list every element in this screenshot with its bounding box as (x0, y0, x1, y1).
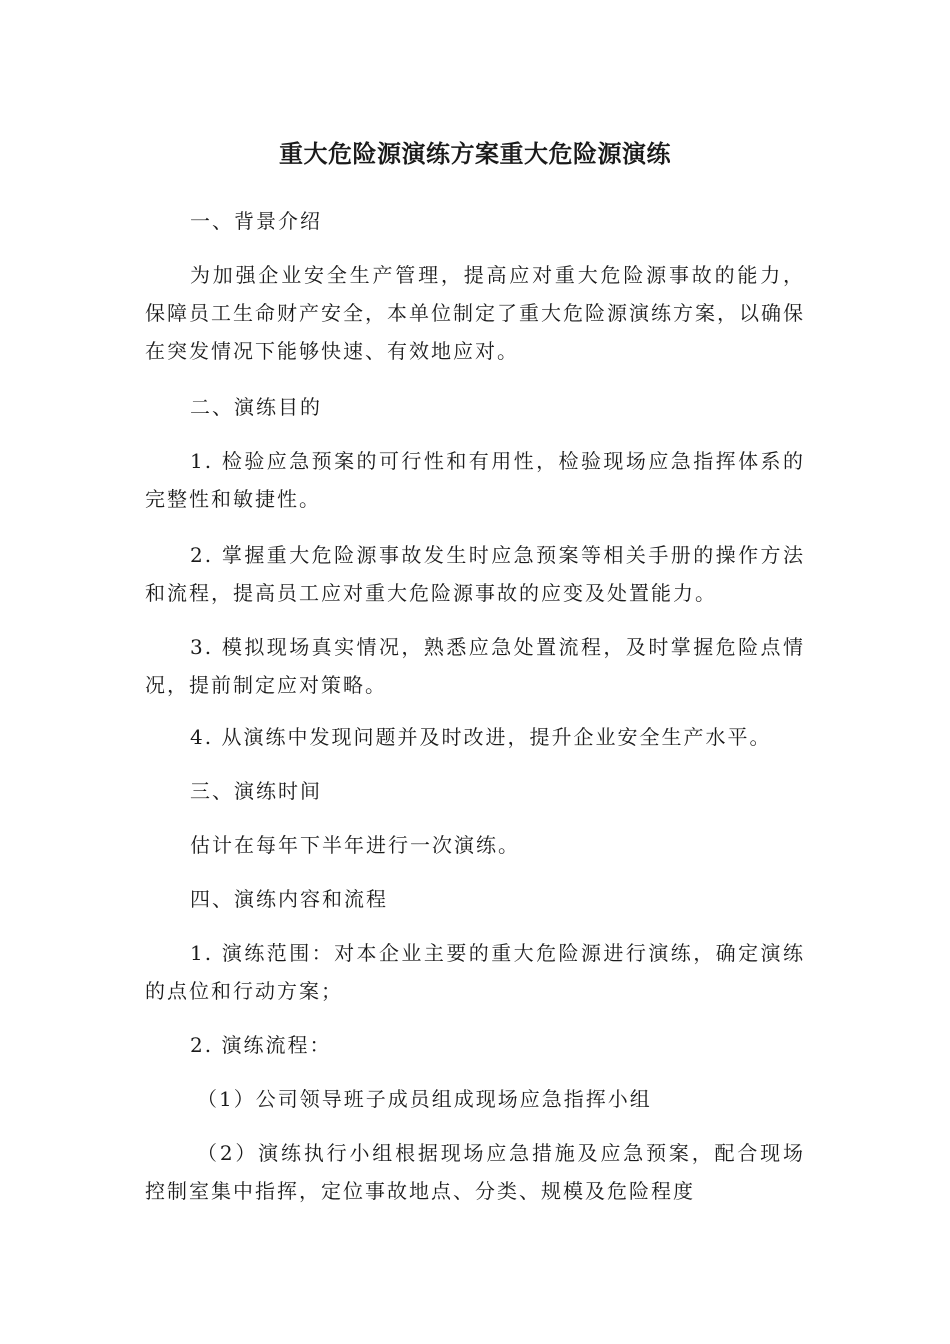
paragraph-background: 为加强企业安全生产管理，提高应对重大危险源事故的能力，保障员工生命财产安全，本单位制定了重大危险源演练方案，以确保在突发情况下能够快速、有效地应对。 (145, 263, 805, 363)
paragraph-time: 估计在每年下半年进行一次演练。 (190, 833, 520, 857)
purpose-item-4: 4. 从演练中发现问题并及时改进，提升企业安全生产水平。 (190, 725, 772, 749)
content-item-2: 2. 演练流程： (190, 1033, 332, 1057)
content-item-1: 1. 演练范围：对本企业主要的重大危险源进行演练，确定演练的点位和行动方案； (145, 941, 805, 1003)
document-title: 重大危险源演练方案重大危险源演练 (279, 140, 671, 168)
purpose-item-1: 1. 检验应急预案的可行性和有用性，检验现场应急指挥体系的完整性和敏捷性。 (145, 449, 805, 511)
purpose-item-3: 3. 模拟现场真实情况，熟悉应急处置流程，及时掌握危险点情况，提前制定应对策略。 (145, 635, 805, 697)
section-heading-purpose: 二、演练目的 (190, 395, 322, 419)
process-step-1: （1）公司领导班子成员组成现场应急指挥小组 (197, 1087, 652, 1111)
purpose-item-2: 2. 掌握重大危险源事故发生时应急预案等相关手册的操作方法和流程，提高员工应对重大危险源事故的应变及处置能力。 (145, 543, 805, 605)
section-heading-time: 三、演练时间 (190, 779, 322, 803)
section-heading-background: 一、背景介绍 (190, 209, 322, 233)
section-heading-content: 四、演练内容和流程 (190, 887, 388, 911)
process-step-2: （2）演练执行小组根据现场应急措施及应急预案，配合现场控制室集中指挥，定位事故地点、分类、规模及危险程度 (145, 1141, 805, 1203)
